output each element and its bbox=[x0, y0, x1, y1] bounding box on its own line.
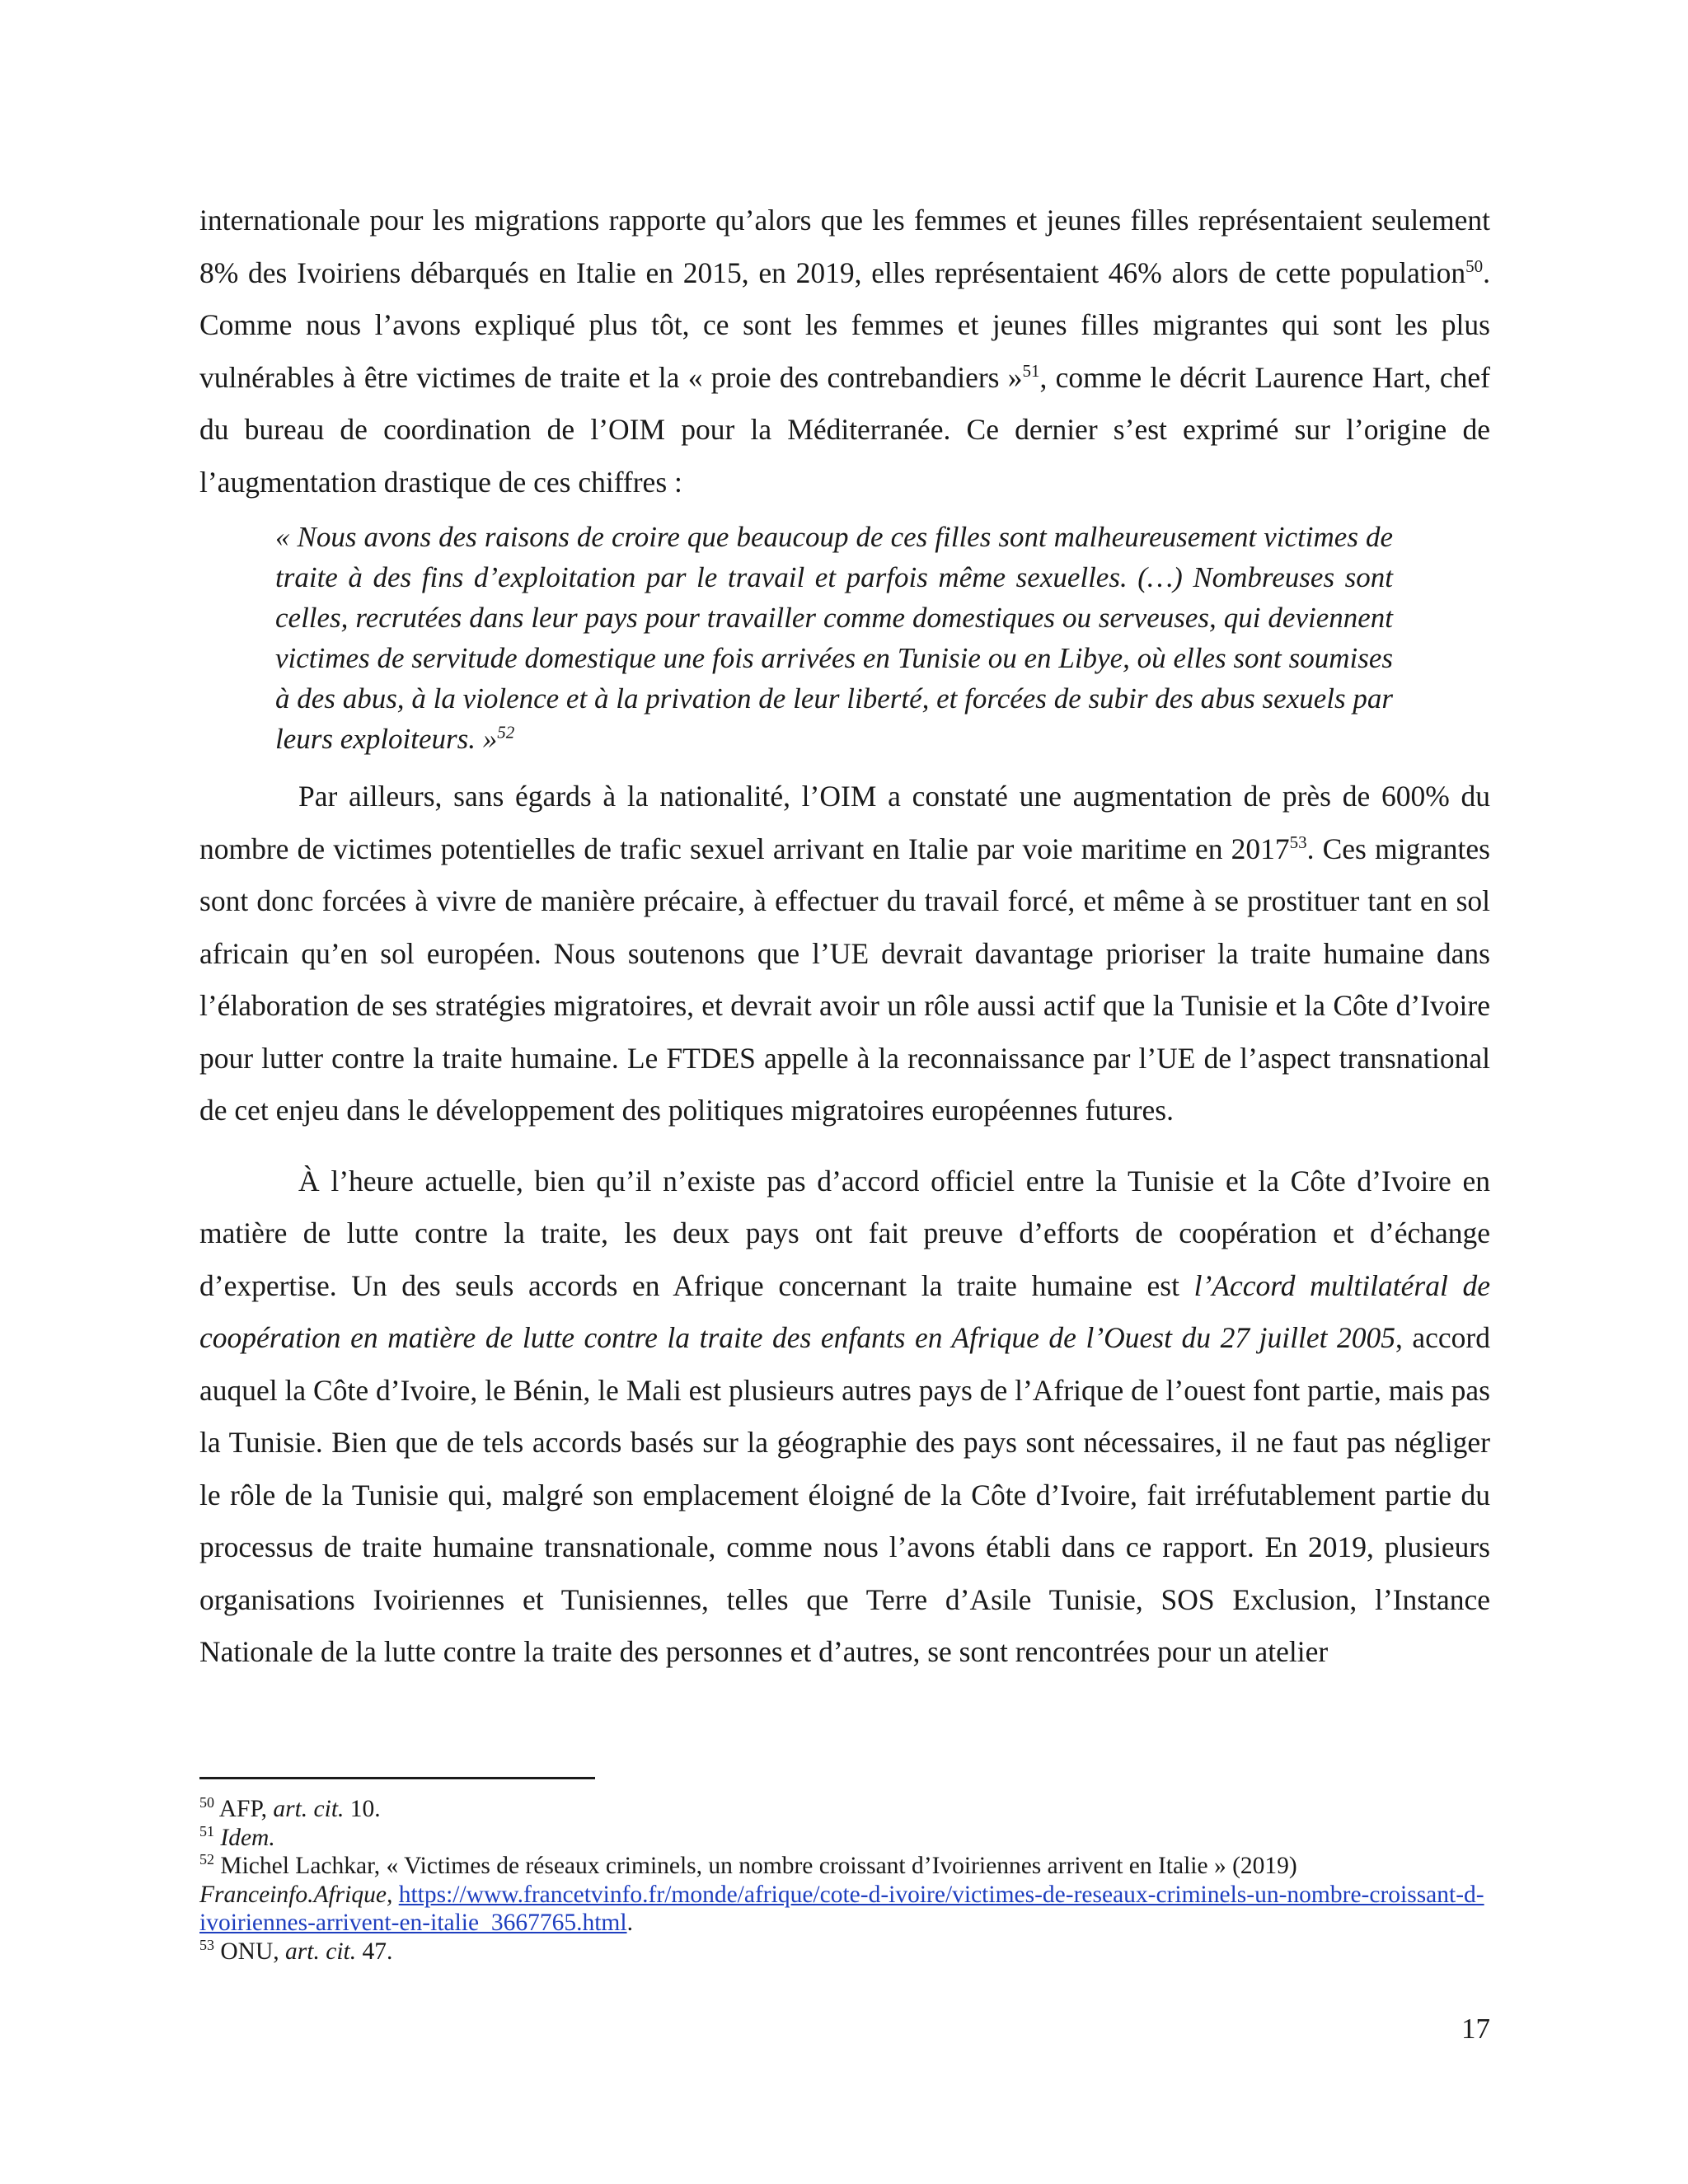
footnote-52-link[interactable]: https://www.francetvinfo.fr/monde/afrique/cote-d-ivoire/victimes-de-reseaux-criminels-un-nombre-croissant-d-ivoiriennes-arrivent-en-italie_3667765.html bbox=[199, 1881, 1484, 1936]
footnote-53: $^{53}$ ONU, art. cit. 47. bbox=[199, 1936, 393, 1965]
accord-title: l’Accord multilatéral de coopération en matière de lutte contre la traite des enfants en Afrique de l’Ouest du 27 juillet 2005 bbox=[199, 1268, 1490, 1354]
body-text bbox=[199, 194, 1490, 1679]
paragraph-1: internationale pour les migrations rapporte qu’alors que les femmes et jeunes filles représentaient seulement 8% des Ivoiriens débarqués en Italie en 2015, en 2019, elles représentaient 46% alors de cette population$^{50}$. Comme nous l’avons expliqué plus tôt, ce sont les femmes et jeunes filles migrantes qui sont les plus vulnérables à être victimes de traite et la « proie des contrebandiers »$^{51}$, comme le décrit Laurence Hart, chef du bureau de coordination de l’OIM pour la Méditerranée. Ce dernier s’est exprimé sur l’origine de l’augmentation drastique de ces chiffres : bbox=[199, 204, 1491, 499]
footnote-50: $^{50}$ AFP, art. cit. 10. bbox=[199, 1794, 381, 1822]
footnotes bbox=[199, 1795, 1490, 1966]
footnote-ref-52[interactable]: 52 bbox=[497, 722, 515, 743]
page-number: 17 bbox=[1461, 2013, 1490, 2045]
footnote-52: $^{52}$ Michel Lachkar, « Victimes de réseaux criminels, un nombre croissant d’Ivoiriennes arrivent en Italie » (2019) Franceinfo.Afrique, https://www.francetvinfo.fr/monde/afrique/cote-d-ivoire/victimes-de-reseaux-criminels-un-nombre-croissant-d-ivoiriennes-arrivent-en-italie_3667765.html. bbox=[199, 1851, 1484, 1936]
footnote-ref-53[interactable]: 53 bbox=[1289, 832, 1307, 852]
block-quote: « Nous avons des raisons de croire que beaucoup de ces filles sont malheureusement victimes de traite à des fins d’exploitation par le travail et parfois même sexuelles. (…) Nombreuses sont celles, recrutées dans leur pays pour travailler comme domestiques ou serveuses, qui deviennent victimes de servitude domestique une fois arrivées en Tunisie ou en Libye, où elles sont soumises à des abus, à la violence et à la privation de leur liberté, et forcées de subir des abus sexuels par leurs exploiteurs. »$^{52}$ bbox=[275, 521, 1393, 755]
footnote-separator bbox=[199, 1777, 595, 1779]
footnote-ref-51[interactable]: 51 bbox=[1022, 360, 1040, 381]
paragraph-2: Par ailleurs, sans égards à la nationalité, l’OIM a constaté une augmentation de près de 600% du nombre de victimes potentielles de trafic sexuel arrivant en Italie par voie maritime en 2017$^{53}$. Ces migrantes sont donc forcées à vivre de manière précaire, à effectuer du travail forcé, et même à se prostituer tant en sol africain qu’en sol européen. Nous soutenons que l’UE devrait davantage prioriser la traite humaine dans l’élaboration de ses stratégies migratoires, et devrait avoir un rôle aussi actif que la Tunisie et la Côte d’Ivoire pour lutter contre la traite humaine. Le FTDES appelle à la reconnaissance par l’UE de l’aspect transnational de cet enjeu dans le développement des politiques migratoires européennes futures. bbox=[199, 780, 1490, 1127]
footnote-ref-50[interactable]: 50 bbox=[1465, 255, 1484, 276]
footnote-51: $^{51}$ Idem. bbox=[199, 1822, 275, 1851]
paragraph-3: À l’heure actuelle, bien qu’il n’existe pas d’accord officiel entre la Tunisie et la Côte d’Ivoire en matière de lutte contre la traite, les deux pays ont fait preuve d’efforts de coopération et d’échange d’expertise. Un des seuls accords en Afrique concernant la traite humaine est l’Accord multilatéral de coopération en matière de lutte contre la traite des enfants en Afrique de l’Ouest du 27 juillet 2005, accord auquel la Côte d’Ivoire, le Bénin, le Mali est plusieurs autres pays de l’Afrique de l’ouest font partie, mais pas la Tunisie. Bien que de tels accords basés sur la géographie des pays sont nécessaires, il ne faut pas négliger le rôle de la Tunisie qui, malgré son emplacement éloigné de la Côte d’Ivoire, fait irréfutablement partie du processus de traite humaine transnationale, comme nous l’avons établi dans ce rapport. En 2019, plusieurs organisations Ivoiriennes et Tunisiennes, telles que Terre d’Asile Tunisie, SOS Exclusion, l’Instance Nationale de la lutte contre la traite des personnes et d’autres, se sont rencontrées pour un atelier bbox=[199, 1164, 1490, 1668]
